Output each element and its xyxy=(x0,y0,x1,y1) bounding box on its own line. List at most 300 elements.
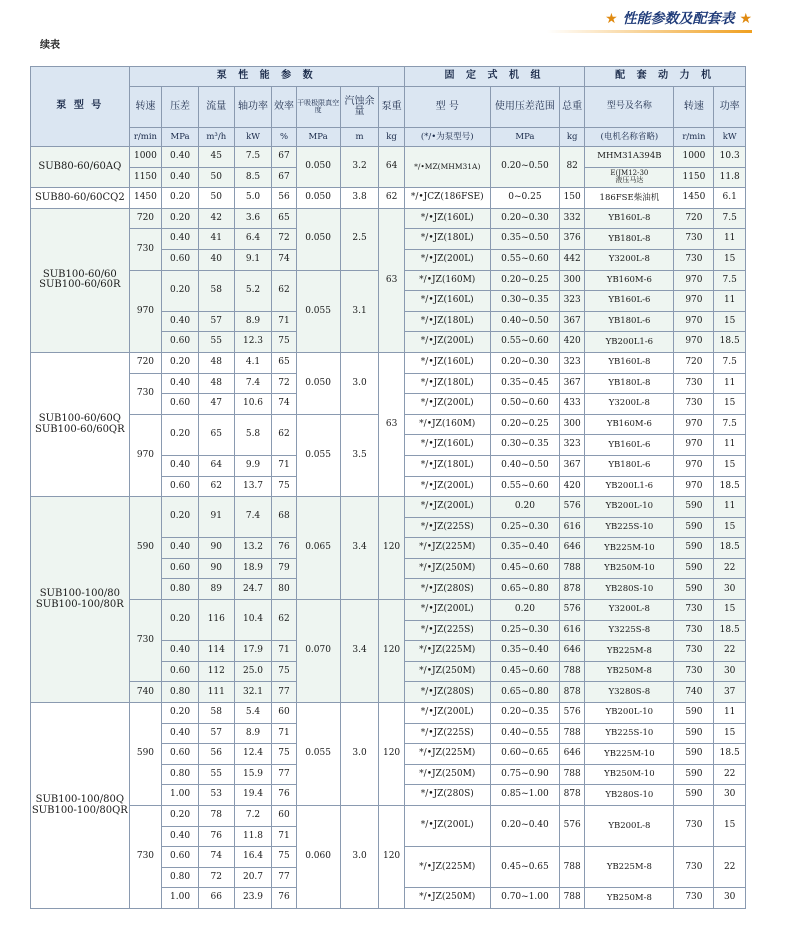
table-row xyxy=(31,352,746,373)
pressure-range-cell: 0.20 xyxy=(490,497,559,518)
motor-speed-cell: 590 xyxy=(674,558,714,579)
header-unit-row xyxy=(31,128,746,147)
pump-weight-cell: 62 xyxy=(379,188,404,209)
pressure-range-cell: 0.20~0.30 xyxy=(490,352,559,373)
pressure-range-cell: 0.25~0.30 xyxy=(490,517,559,538)
motor-power-cell: 22 xyxy=(714,641,746,662)
total-weight-cell: 646 xyxy=(560,538,585,559)
col-shaft-power: 轴功率 xyxy=(234,87,272,128)
motor-power-cell: 18.5 xyxy=(714,476,746,497)
pressure-cell: 0.20 xyxy=(162,414,199,455)
pump-model-cell: SUB100-60/60Q SUB100-60/60QR xyxy=(31,352,130,496)
motor-power-cell: 11 xyxy=(714,497,746,518)
pressure-range-cell: 0.55~0.60 xyxy=(490,249,559,270)
unit-speed: r/min xyxy=(129,128,162,147)
pressure-range-cell: 0.20~0.30 xyxy=(490,208,559,229)
speed-cell: 730 xyxy=(129,229,162,270)
motor-speed-cell: 590 xyxy=(674,744,714,765)
pressure-range-cell: 0.30~0.35 xyxy=(490,435,559,456)
flow-cell: 45 xyxy=(198,147,234,168)
motor-model-cell: YB160L-6 xyxy=(585,435,674,456)
motor-power-cell: 15 xyxy=(714,249,746,270)
pressure-range-cell: 0.75~0.90 xyxy=(490,764,559,785)
motor-power-cell: 11 xyxy=(714,373,746,394)
pressure-range-cell: 0~0.25 xyxy=(490,188,559,209)
motor-model-cell: YB280S-10 xyxy=(585,785,674,806)
total-weight-cell: 616 xyxy=(560,517,585,538)
flow-cell: 74 xyxy=(198,847,234,868)
total-weight-cell: 788 xyxy=(560,723,585,744)
pressure-cell: 0.60 xyxy=(162,332,199,353)
motor-speed-cell: 590 xyxy=(674,517,714,538)
motor-speed-cell: 970 xyxy=(674,270,714,291)
shaft-power-cell: 11.8 xyxy=(234,826,272,847)
shaft-power-cell: 5.4 xyxy=(234,703,272,724)
pump-model-header: 泵 型 号 xyxy=(31,67,130,147)
shaft-power-cell: 8.9 xyxy=(234,311,272,332)
unit-flow: m³/h xyxy=(198,128,234,147)
unit-model-cell: */•JZ(200L) xyxy=(404,476,490,497)
speed-cell: 720 xyxy=(129,208,162,229)
shaft-power-cell: 16.4 xyxy=(234,847,272,868)
pressure-range-cell: 0.50~0.60 xyxy=(490,394,559,415)
shaft-power-cell: 3.6 xyxy=(234,208,272,229)
pressure-range-cell: 0.45~0.60 xyxy=(490,558,559,579)
motor-power-cell: 18.5 xyxy=(714,620,746,641)
total-weight-cell: 788 xyxy=(560,888,585,909)
motor-model-cell: Y3200L-8 xyxy=(585,600,674,621)
unit-model-cell: */•JZ(250M) xyxy=(404,661,490,682)
total-weight-cell: 367 xyxy=(560,455,585,476)
npsh-cell: 3.2 xyxy=(340,147,379,188)
flow-cell: 116 xyxy=(198,600,234,641)
motor-model-cell: YB200L1-6 xyxy=(585,476,674,497)
motor-power-cell: 30 xyxy=(714,785,746,806)
motor-model-cell: YB180L-6 xyxy=(585,455,674,476)
performance-header: 泵 性 能 参 数 xyxy=(129,67,404,87)
npsh-cell: 3.0 xyxy=(340,352,379,414)
motor-speed-cell: 590 xyxy=(674,703,714,724)
motor-speed-cell: 590 xyxy=(674,785,714,806)
unit-motor-model: (电机名称省略) xyxy=(585,128,674,147)
vacuum-cell: 0.050 xyxy=(296,188,340,209)
shaft-power-cell: 12.3 xyxy=(234,332,272,353)
total-weight-cell: 878 xyxy=(560,579,585,600)
pressure-cell: 0.40 xyxy=(162,373,199,394)
efficiency-cell: 74 xyxy=(272,249,296,270)
pressure-range-cell: 0.40~0.50 xyxy=(490,311,559,332)
unit-model-cell: */•JZ(225M) xyxy=(404,641,490,662)
speed-cell: 970 xyxy=(129,270,162,352)
motor-model-cell: YB225M-10 xyxy=(585,538,674,559)
continued-label: 续表 xyxy=(40,40,60,51)
unit-model-cell: */•JZ(225M) xyxy=(404,847,490,888)
motor-power-cell: 7.5 xyxy=(714,352,746,373)
pressure-cell: 0.80 xyxy=(162,764,199,785)
shaft-power-cell: 12.4 xyxy=(234,744,272,765)
motor-header: 配 套 动 力 机 xyxy=(585,67,746,87)
flow-cell: 42 xyxy=(198,208,234,229)
pressure-cell: 0.20 xyxy=(162,352,199,373)
motor-model-cell: YB250M-8 xyxy=(585,888,674,909)
shaft-power-cell: 5.8 xyxy=(234,414,272,455)
flow-cell: 57 xyxy=(198,723,234,744)
efficiency-cell: 71 xyxy=(272,723,296,744)
motor-speed-cell: 590 xyxy=(674,579,714,600)
motor-power-cell: 15 xyxy=(714,455,746,476)
motor-power-cell: 15 xyxy=(714,806,746,847)
col-flow: 流量 xyxy=(198,87,234,128)
unit-model-cell: */•JZ(280S) xyxy=(404,682,490,703)
pressure-range-cell: 0.35~0.40 xyxy=(490,641,559,662)
pressure-cell: 0.40 xyxy=(162,826,199,847)
col-speed: 转速 xyxy=(129,87,162,128)
total-weight-cell: 442 xyxy=(560,249,585,270)
pressure-cell: 0.60 xyxy=(162,558,199,579)
pump-model-cell: SUB100-60/60 SUB100-60/60R xyxy=(31,208,130,352)
total-weight-cell: 878 xyxy=(560,682,585,703)
title-underline xyxy=(547,30,752,33)
motor-power-cell: 6.1 xyxy=(714,188,746,209)
shaft-power-cell: 7.4 xyxy=(234,497,272,538)
total-weight-cell: 323 xyxy=(560,435,585,456)
header-name-row xyxy=(31,87,746,128)
unit-unit-model: (*/•为泵型号) xyxy=(404,128,490,147)
motor-speed-cell: 1150 xyxy=(674,167,714,188)
motor-model-cell: E(JM12-30 液压马达 xyxy=(585,167,674,188)
total-weight-cell: 878 xyxy=(560,785,585,806)
total-weight-cell: 576 xyxy=(560,497,585,518)
motor-power-cell: 11.8 xyxy=(714,167,746,188)
shaft-power-cell: 19.4 xyxy=(234,785,272,806)
total-weight-cell: 420 xyxy=(560,476,585,497)
total-weight-cell: 367 xyxy=(560,373,585,394)
unit-efficiency: % xyxy=(272,128,296,147)
flow-cell: 50 xyxy=(198,188,234,209)
vacuum-cell: 0.055 xyxy=(296,703,340,806)
shaft-power-cell: 7.2 xyxy=(234,806,272,827)
table-row xyxy=(31,806,746,827)
total-weight-cell: 300 xyxy=(560,270,585,291)
motor-model-cell: 186FSE柴油机 xyxy=(585,188,674,209)
col-vacuum: 干吸极限真空度 xyxy=(296,87,340,128)
efficiency-cell: 65 xyxy=(272,352,296,373)
col-motor-model: 型号及名称 xyxy=(585,87,674,128)
flow-cell: 64 xyxy=(198,455,234,476)
unit-model-cell: */•JZ(160M) xyxy=(404,270,490,291)
table-row xyxy=(31,188,746,209)
efficiency-cell: 77 xyxy=(272,682,296,703)
efficiency-cell: 62 xyxy=(272,414,296,455)
unit-model-cell: */•JZ(180L) xyxy=(404,373,490,394)
shaft-power-cell: 7.4 xyxy=(234,373,272,394)
motor-speed-cell: 970 xyxy=(674,414,714,435)
unit-model-cell: */•JZ(200L) xyxy=(404,703,490,724)
pressure-range-cell: 0.45~0.60 xyxy=(490,661,559,682)
motor-speed-cell: 730 xyxy=(674,620,714,641)
flow-cell: 58 xyxy=(198,270,234,311)
pump-model-cell: SUB100-100/80Q SUB100-100/80QR xyxy=(31,703,130,909)
unit-motor-speed: r/min xyxy=(674,128,714,147)
unit-model-cell: */•JZ(225S) xyxy=(404,517,490,538)
unit-header: 固 定 式 机 组 xyxy=(404,67,585,87)
table-row xyxy=(31,208,746,229)
efficiency-cell: 75 xyxy=(272,476,296,497)
motor-model-cell: Y3280S-8 xyxy=(585,682,674,703)
speed-cell: 730 xyxy=(129,806,162,909)
total-weight-cell: 788 xyxy=(560,847,585,888)
speed-cell: 590 xyxy=(129,497,162,600)
unit-model-cell: */•JZ(200L) xyxy=(404,806,490,847)
shaft-power-cell: 8.9 xyxy=(234,723,272,744)
motor-power-cell: 7.5 xyxy=(714,208,746,229)
pressure-cell: 0.40 xyxy=(162,538,199,559)
efficiency-cell: 62 xyxy=(272,270,296,311)
flow-cell: 111 xyxy=(198,682,234,703)
flow-cell: 72 xyxy=(198,867,234,888)
pressure-range-cell: 0.20~0.35 xyxy=(490,703,559,724)
shaft-power-cell: 17.9 xyxy=(234,641,272,662)
unit-model-cell: */•JZ(200L) xyxy=(404,332,490,353)
shaft-power-cell: 13.2 xyxy=(234,538,272,559)
efficiency-cell: 60 xyxy=(272,703,296,724)
shaft-power-cell: 8.5 xyxy=(234,167,272,188)
efficiency-cell: 71 xyxy=(272,641,296,662)
total-weight-cell: 420 xyxy=(560,332,585,353)
efficiency-cell: 62 xyxy=(272,600,296,641)
flow-cell: 90 xyxy=(198,558,234,579)
flow-cell: 91 xyxy=(198,497,234,538)
unit-model-cell: */•JCZ(186FSE) xyxy=(404,188,490,209)
unit-model-cell: */•JZ(180L) xyxy=(404,311,490,332)
motor-power-cell: 18.5 xyxy=(714,538,746,559)
star-icon: ★ xyxy=(605,11,618,27)
pressure-cell: 0.40 xyxy=(162,723,199,744)
motor-speed-cell: 1000 xyxy=(674,147,714,168)
pump-model-cell: SUB100-100/80 SUB100-100/80R xyxy=(31,497,130,703)
motor-speed-cell: 730 xyxy=(674,394,714,415)
motor-speed-cell: 740 xyxy=(674,682,714,703)
shaft-power-cell: 10.6 xyxy=(234,394,272,415)
motor-speed-cell: 730 xyxy=(674,641,714,662)
col-efficiency: 效率 xyxy=(272,87,296,128)
flow-cell: 62 xyxy=(198,476,234,497)
efficiency-cell: 68 xyxy=(272,497,296,538)
flow-cell: 48 xyxy=(198,352,234,373)
unit-model-cell: */•JZ(200L) xyxy=(404,249,490,270)
unit-model-cell: */•JZ(225M) xyxy=(404,744,490,765)
pump-model-cell: SUB80-60/60CQ2 xyxy=(31,188,130,209)
vacuum-cell: 0.050 xyxy=(296,352,340,414)
motor-power-cell: 30 xyxy=(714,579,746,600)
pump-weight-cell: 63 xyxy=(379,208,404,352)
efficiency-cell: 75 xyxy=(272,332,296,353)
motor-model-cell: YB200L1-6 xyxy=(585,332,674,353)
pressure-cell: 0.40 xyxy=(162,311,199,332)
motor-power-cell: 15 xyxy=(714,517,746,538)
unit-model-cell: */•JZ(280S) xyxy=(404,785,490,806)
flow-cell: 89 xyxy=(198,579,234,600)
flow-cell: 56 xyxy=(198,744,234,765)
pressure-cell: 0.80 xyxy=(162,682,199,703)
unit-vacuum: MPa xyxy=(296,128,340,147)
vacuum-cell: 0.055 xyxy=(296,414,340,496)
unit-model-cell: */•JZ(160M) xyxy=(404,414,490,435)
npsh-cell: 3.5 xyxy=(340,414,379,496)
efficiency-cell: 76 xyxy=(272,785,296,806)
pressure-range-cell: 0.25~0.30 xyxy=(490,620,559,641)
motor-power-cell: 15 xyxy=(714,394,746,415)
motor-power-cell: 18.5 xyxy=(714,744,746,765)
speed-cell: 1150 xyxy=(129,167,162,188)
motor-model-cell: Y3200L-8 xyxy=(585,394,674,415)
motor-power-cell: 15 xyxy=(714,723,746,744)
col-pressure: 压差 xyxy=(162,87,199,128)
total-weight-cell: 82 xyxy=(560,147,585,188)
motor-power-cell: 37 xyxy=(714,682,746,703)
flow-cell: 112 xyxy=(198,661,234,682)
vacuum-cell: 0.070 xyxy=(296,600,340,703)
pressure-cell: 0.20 xyxy=(162,208,199,229)
flow-cell: 114 xyxy=(198,641,234,662)
total-weight-cell: 646 xyxy=(560,641,585,662)
col-motor-speed: 转速 xyxy=(674,87,714,128)
pump-weight-cell: 120 xyxy=(379,806,404,909)
total-weight-cell: 323 xyxy=(560,352,585,373)
total-weight-cell: 433 xyxy=(560,394,585,415)
total-weight-cell: 788 xyxy=(560,661,585,682)
efficiency-cell: 71 xyxy=(272,455,296,476)
npsh-cell: 2.5 xyxy=(340,208,379,270)
table-row xyxy=(31,497,746,518)
efficiency-cell: 75 xyxy=(272,661,296,682)
pump-weight-cell: 120 xyxy=(379,600,404,703)
pressure-cell: 0.20 xyxy=(162,270,199,311)
unit-model-cell: */•JZ(225S) xyxy=(404,723,490,744)
motor-speed-cell: 730 xyxy=(674,661,714,682)
pressure-range-cell: 0.20~0.25 xyxy=(490,414,559,435)
unit-pump-weight: kg xyxy=(379,128,404,147)
speed-cell: 1000 xyxy=(129,147,162,168)
shaft-power-cell: 20.7 xyxy=(234,867,272,888)
pressure-cell: 0.60 xyxy=(162,661,199,682)
motor-model-cell: YB250M-10 xyxy=(585,764,674,785)
total-weight-cell: 616 xyxy=(560,620,585,641)
efficiency-cell: 75 xyxy=(272,744,296,765)
flow-cell: 53 xyxy=(198,785,234,806)
motor-model-cell: YB200L-10 xyxy=(585,703,674,724)
flow-cell: 58 xyxy=(198,703,234,724)
total-weight-cell: 367 xyxy=(560,311,585,332)
flow-cell: 41 xyxy=(198,229,234,250)
shaft-power-cell: 15.9 xyxy=(234,764,272,785)
unit-pressure: MPa xyxy=(162,128,199,147)
pressure-range-cell: 0.60~0.65 xyxy=(490,744,559,765)
pressure-range-cell: 0.20~0.50 xyxy=(490,147,559,188)
speed-cell: 740 xyxy=(129,682,162,703)
vacuum-cell: 0.055 xyxy=(296,270,340,352)
table-row xyxy=(31,600,746,621)
motor-speed-cell: 970 xyxy=(674,332,714,353)
motor-model-cell: Y3200L-8 xyxy=(585,249,674,270)
motor-model-cell: YB225M-10 xyxy=(585,744,674,765)
speed-cell: 590 xyxy=(129,703,162,806)
header-group-row xyxy=(31,67,746,87)
col-total-weight: 总重 xyxy=(560,87,585,128)
efficiency-cell: 67 xyxy=(272,147,296,168)
pressure-range-cell: 0.30~0.35 xyxy=(490,291,559,312)
efficiency-cell: 80 xyxy=(272,579,296,600)
flow-cell: 48 xyxy=(198,373,234,394)
pressure-range-cell: 0.35~0.50 xyxy=(490,229,559,250)
vacuum-cell: 0.065 xyxy=(296,497,340,600)
motor-speed-cell: 970 xyxy=(674,291,714,312)
flow-cell: 57 xyxy=(198,311,234,332)
flow-cell: 65 xyxy=(198,414,234,455)
total-weight-cell: 576 xyxy=(560,806,585,847)
vacuum-cell: 0.050 xyxy=(296,208,340,270)
pressure-range-cell: 0.55~0.60 xyxy=(490,476,559,497)
pressure-cell: 0.60 xyxy=(162,394,199,415)
unit-model-cell: */•JZ(160L) xyxy=(404,208,490,229)
motor-model-cell: YB250M-10 xyxy=(585,558,674,579)
motor-speed-cell: 730 xyxy=(674,249,714,270)
efficiency-cell: 76 xyxy=(272,538,296,559)
motor-model-cell: YB225M-8 xyxy=(585,641,674,662)
motor-model-cell: YB180L-8 xyxy=(585,373,674,394)
pressure-cell: 0.80 xyxy=(162,579,199,600)
motor-model-cell: YB160L-6 xyxy=(585,291,674,312)
flow-cell: 50 xyxy=(198,167,234,188)
flow-cell: 90 xyxy=(198,538,234,559)
shaft-power-cell: 23.9 xyxy=(234,888,272,909)
motor-model-cell: MHM31A394B xyxy=(585,147,674,168)
motor-power-cell: 11 xyxy=(714,703,746,724)
npsh-cell: 3.4 xyxy=(340,497,379,600)
flow-cell: 47 xyxy=(198,394,234,415)
efficiency-cell: 56 xyxy=(272,188,296,209)
motor-model-cell: YB200L-8 xyxy=(585,806,674,847)
shaft-power-cell: 5.2 xyxy=(234,270,272,311)
unit-model-cell: */•JZ(280S) xyxy=(404,579,490,600)
motor-speed-cell: 970 xyxy=(674,311,714,332)
efficiency-cell: 60 xyxy=(272,806,296,827)
pump-weight-cell: 63 xyxy=(379,352,404,496)
motor-speed-cell: 730 xyxy=(674,847,714,888)
pressure-range-cell: 0.35~0.40 xyxy=(490,538,559,559)
unit-model-cell: */•JZ(160L) xyxy=(404,291,490,312)
shaft-power-cell: 5.0 xyxy=(234,188,272,209)
efficiency-cell: 72 xyxy=(272,229,296,250)
efficiency-cell: 77 xyxy=(272,764,296,785)
pressure-cell: 0.20 xyxy=(162,806,199,827)
shaft-power-cell: 6.4 xyxy=(234,229,272,250)
pressure-cell: 0.20 xyxy=(162,188,199,209)
flow-cell: 76 xyxy=(198,826,234,847)
vacuum-cell: 0.060 xyxy=(296,806,340,909)
unit-model-cell: */•JZ(200L) xyxy=(404,394,490,415)
total-weight-cell: 576 xyxy=(560,703,585,724)
total-weight-cell: 788 xyxy=(560,558,585,579)
page-title-text: 性能参数及配套表 xyxy=(622,11,735,27)
pressure-range-cell: 0.40~0.55 xyxy=(490,723,559,744)
pressure-cell: 1.00 xyxy=(162,888,199,909)
star-icon: ★ xyxy=(739,11,752,27)
shaft-power-cell: 18.9 xyxy=(234,558,272,579)
motor-speed-cell: 730 xyxy=(674,373,714,394)
shaft-power-cell: 13.7 xyxy=(234,476,272,497)
total-weight-cell: 788 xyxy=(560,764,585,785)
